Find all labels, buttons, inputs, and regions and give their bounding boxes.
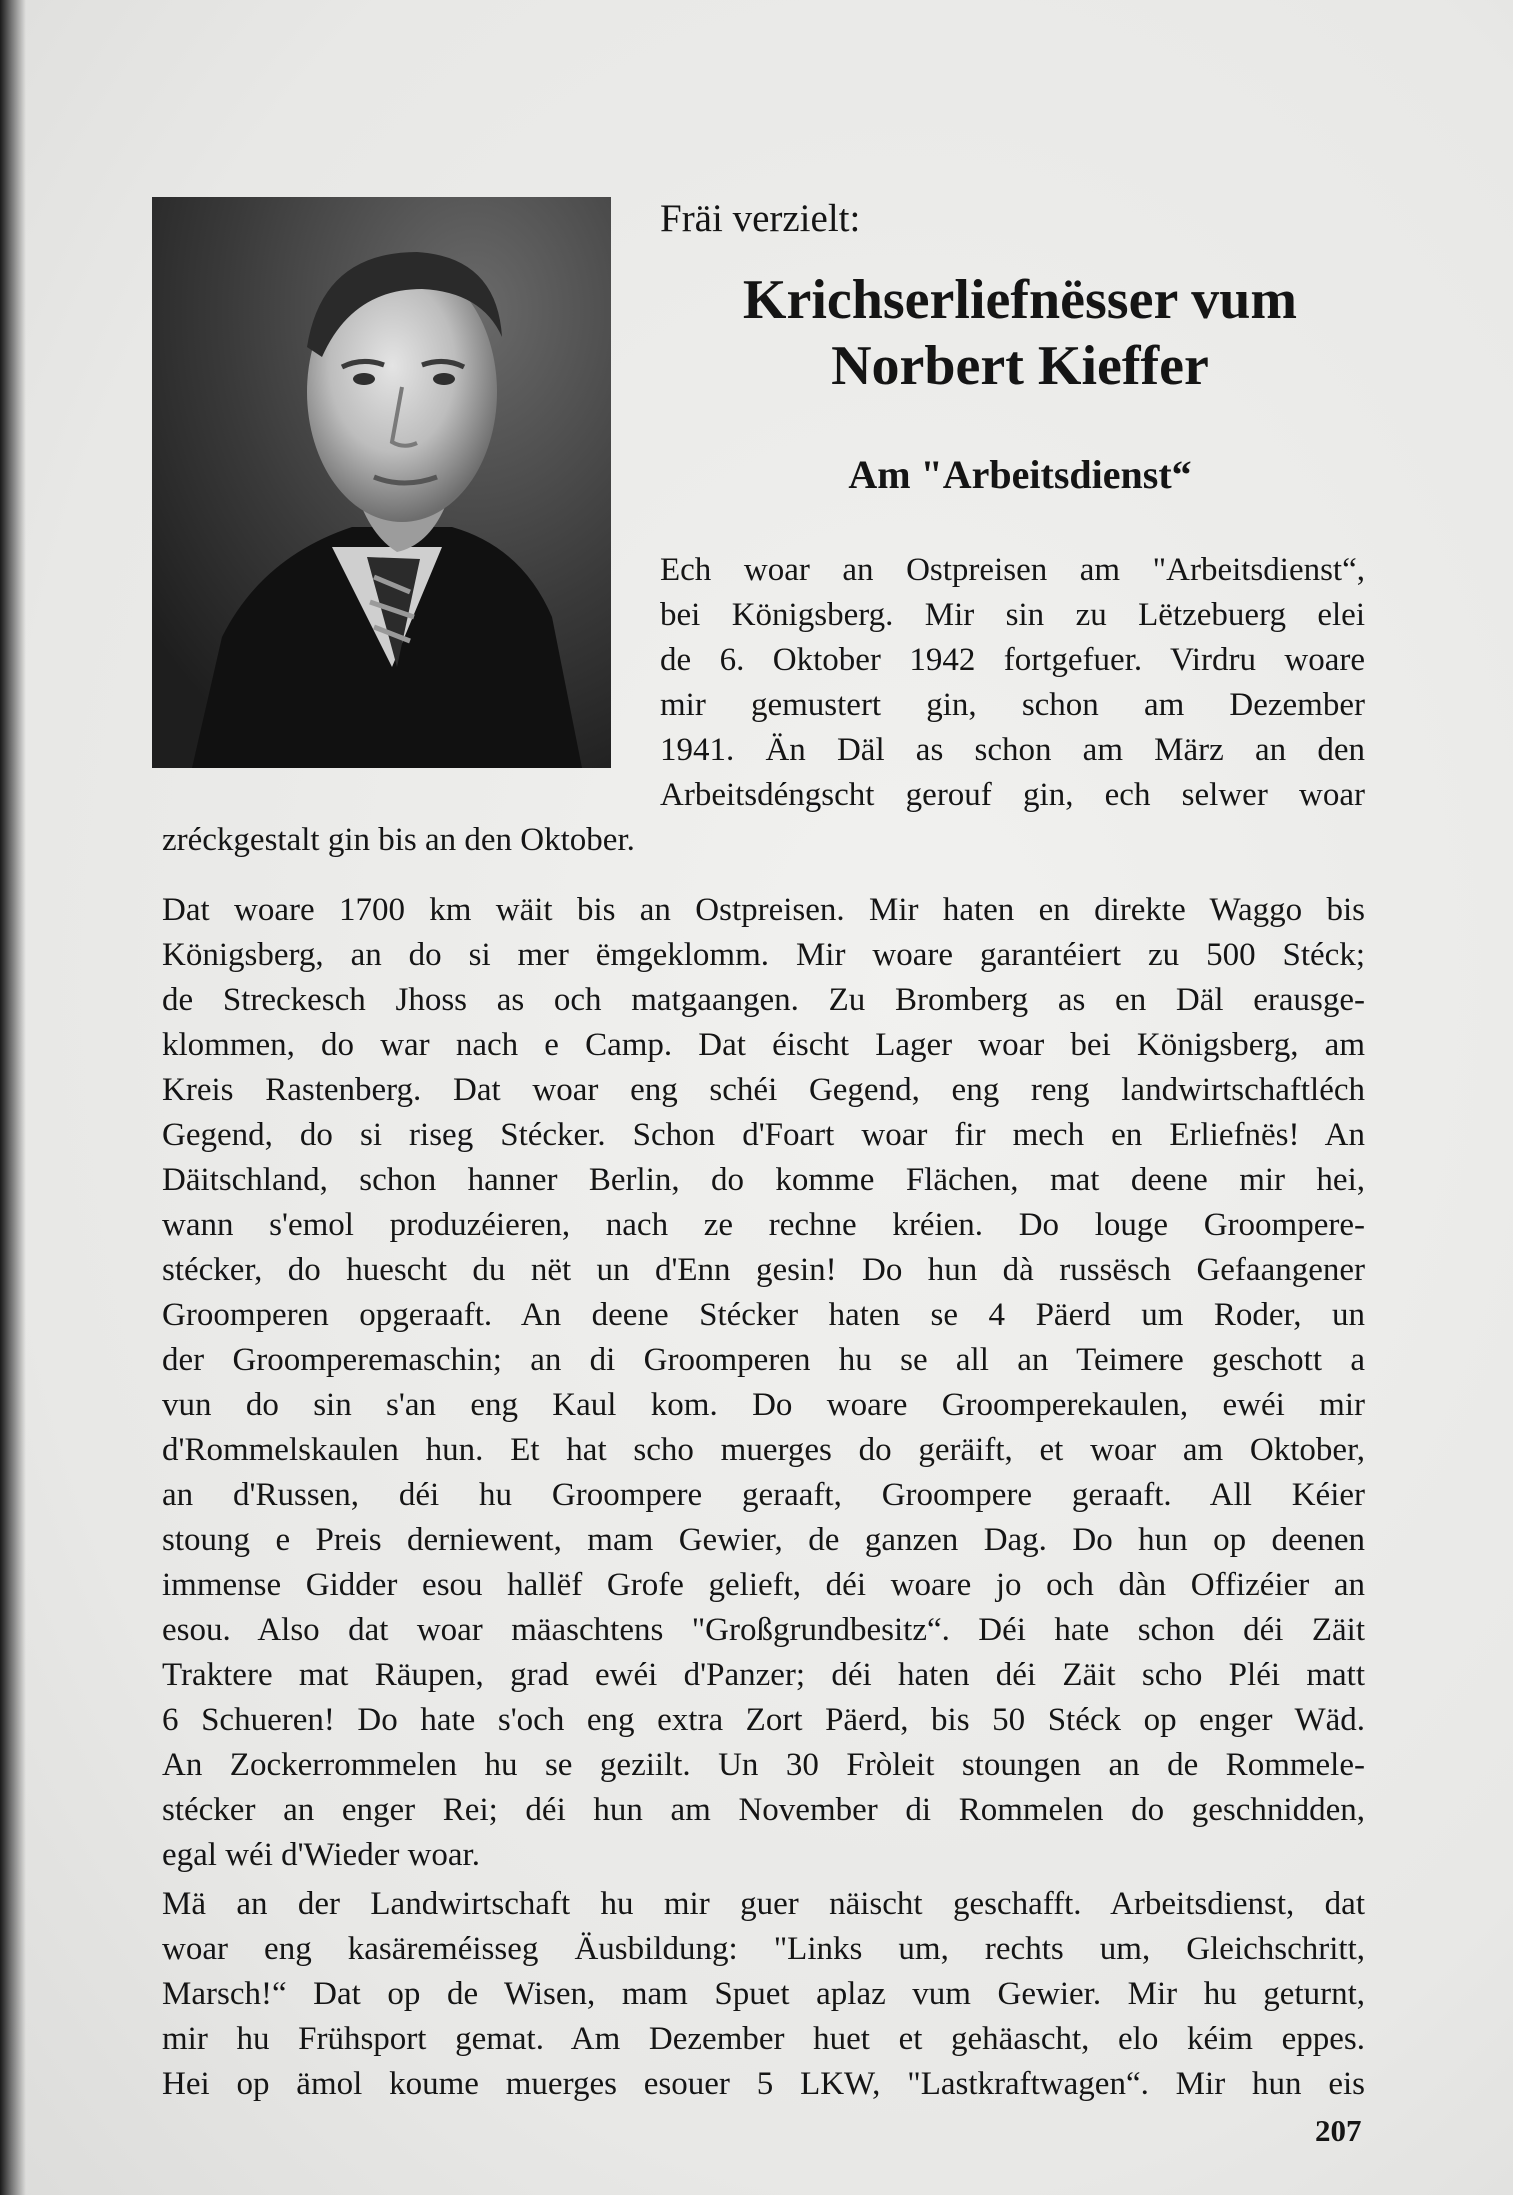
text-line: woar eng kasäreméisseg Äusbildung: "Links um, rechts um, Gleichschritt, (162, 1931, 1365, 1967)
article-title (660, 267, 1380, 399)
text-line: stécker an enger Rei; déi hun am November di Rommelen do geschnidden, (162, 1792, 1365, 1828)
page-binding-shadow (0, 0, 26, 2195)
text-line: zréckgestalt gin bis an den Oktober. (162, 822, 635, 858)
text-line: Gegend, do si riseg Stécker. Schon d'Foart woar fir mech en Erliefnës! An (162, 1117, 1365, 1153)
section-subtitle: Am "Arbeitsdienst“ (848, 452, 1192, 497)
text-line: vun do sin s'an eng Kaul kom. Do woare Groomperekaulen, ewéi mir (162, 1387, 1365, 1423)
text-line: 1941. Än Däl as schon am März an den (660, 732, 1365, 768)
text-line: esou. Also dat woar mäaschtens "Großgrundbesitz“. Déi hate schon déi Zäit (162, 1612, 1365, 1648)
text-line: 6 Schueren! Do hate s'och eng extra Zort Päerd, bis 50 Stéck op enger Wäd. (162, 1702, 1365, 1738)
text-line: stécker, do huescht du nët un d'Enn gesin! Do hun dà russësch Gefaangener (162, 1252, 1365, 1288)
text-line: Däitschland, schon hanner Berlin, do komme Flächen, mat deene mir hei, (162, 1162, 1365, 1198)
text-line: an d'Russen, déi hu Groompere geraaft, Groompere geraaft. All Kéier (162, 1477, 1365, 1513)
text-line: Hei op ämol koume muerges esouer 5 LKW, "Lastkraftwagen“. Mir hun eis (162, 2066, 1365, 2102)
lead-paragraph-continuation (162, 818, 1365, 863)
text-line: wann s'emol produzéieren, nach ze rechne kréien. Do louge Groompere- (162, 1207, 1365, 1243)
text-line: Königsberg, an do si mer ëmgeklomm. Mir woare garantéiert zu 500 Stéck; (162, 937, 1365, 973)
text-line: d'Rommelskaulen hun. Et hat scho muerges do geräift, et woar am Oktober, (162, 1432, 1365, 1468)
kicker-label: Fräi verzielt: (660, 197, 861, 240)
text-line: egal wéi d'Wieder woar. (162, 1837, 480, 1873)
text-line: Mä an der Landwirtschaft hu mir guer näischt geschafft. Arbeitsdienst, dat (162, 1886, 1365, 1922)
paragraph-2 (162, 888, 1365, 1878)
text-line: An Zockerrommelen hu se geziilt. Un 30 Fròleit stoungen an de Rommele- (162, 1747, 1365, 1783)
text-line: Traktere mat Räupen, grad ewéi d'Panzer; déi haten déi Zäit scho Pléi matt (162, 1657, 1365, 1693)
text-line: mir hu Frühsport gemat. Am Dezember huet et gehäascht, elo kéim eppes. (162, 2021, 1365, 2057)
text-line: Dat woare 1700 km wäit bis an Ostpreisen. Mir haten en direkte Waggo bis (162, 892, 1365, 928)
article-title-line-2: Norbert Kieffer (831, 335, 1209, 397)
lead-paragraph (660, 548, 1365, 818)
text-line: Groomperen opgeraaft. An deene Stécker haten se 4 Päerd um Roder, un (162, 1297, 1365, 1333)
text-line: de Streckesch Jhoss as och matgaangen. Zu Bromberg as en Däl erausge- (162, 982, 1365, 1018)
paragraph-3 (162, 1882, 1365, 2107)
author-portrait-photo (152, 197, 611, 768)
text-line: stoung e Preis derniewent, mam Gewier, de ganzen Dag. Do hun op deenen (162, 1522, 1365, 1558)
text-line: der Groomperemaschin; an di Groomperen hu se all an Teimere geschott a (162, 1342, 1365, 1378)
text-line: Kreis Rastenberg. Dat woar eng schéi Gegend, eng reng landwirtschaftléch (162, 1072, 1365, 1108)
text-line: Marsch!“ Dat op de Wisen, mam Spuet aplaz vum Gewier. Mir hu geturnt, (162, 1976, 1365, 2012)
text-line: klommen, do war nach e Camp. Dat éischt Lager woar bei Königsberg, am (162, 1027, 1365, 1063)
page-number: 207 (1315, 2113, 1362, 2148)
text-line: immense Gidder esou hallëf Grofe gelieft, déi woare jo och dàn Offizéier an (162, 1567, 1365, 1603)
text-line: Ech woar an Ostpreisen am "Arbeitsdienst“, (660, 552, 1365, 588)
text-line: mir gemustert gin, schon am Dezember (660, 687, 1365, 723)
article-header (660, 195, 1380, 499)
text-line: Arbeitsdéngscht gerouf gin, ech selwer woar (660, 777, 1365, 813)
text-line: de 6. Oktober 1942 fortgefuer. Virdru woare (660, 642, 1365, 678)
article-title-line-1: Krichserliefnësser vum (742, 269, 1298, 331)
text-line: bei Königsberg. Mir sin zu Lëtzebuerg elei (660, 597, 1365, 633)
portrait-photo-icon (152, 197, 611, 768)
